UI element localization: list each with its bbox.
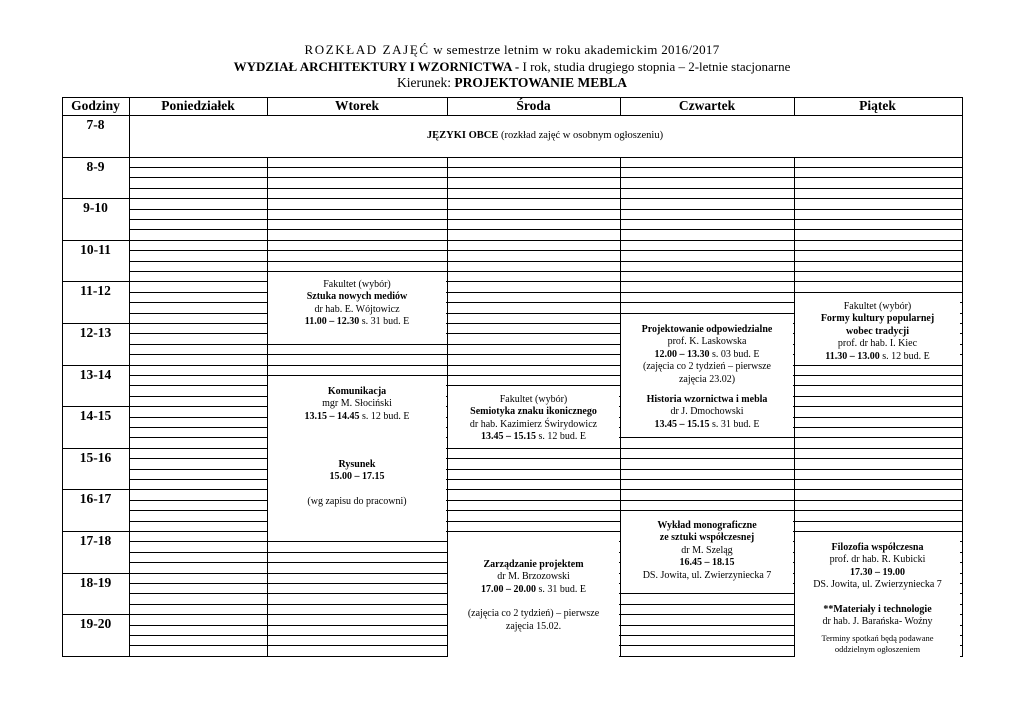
col-header-tuesday: Wtorek bbox=[335, 98, 379, 113]
event-wed-semiotyka: Fakultet (wybór) Semiotyka znaku ikonicznego dr hab. Kazimierz Świrydowicz 13.45 – 15.15 s. 12 bud. E bbox=[448, 394, 619, 448]
event-thu-historia: Historia wzornictwa i mebla dr J. Dmochowski 13.45 – 15.15 s. 31 bud. E bbox=[621, 394, 793, 436]
hour-divider bbox=[62, 240, 962, 241]
hour-label: 7-8 bbox=[86, 117, 105, 132]
hour-label: 17-18 bbox=[79, 533, 112, 548]
quarter-line bbox=[129, 458, 962, 459]
hour-label: 16-17 bbox=[79, 491, 112, 506]
quarter-line bbox=[129, 479, 962, 480]
schedule-title: ROZKŁAD ZAJĘĆ w semestrze letnim w roku akademickim 2016/2017 bbox=[304, 42, 720, 57]
col-header-wednesday: Środa bbox=[516, 98, 551, 113]
quarter-line bbox=[129, 521, 962, 522]
col-header-friday: Piątek bbox=[859, 98, 896, 113]
quarter-line bbox=[129, 510, 962, 511]
hour-label: 11-12 bbox=[80, 283, 111, 298]
hour-divider bbox=[62, 365, 962, 366]
col-header-monday: Poniedziałek bbox=[161, 98, 235, 113]
event-fri-formy: Fakultet (wybór) Formy kultury popularnej wobec tradycji prof. dr hab. I. Kiec 11.30 – 13.00 s. 12 bud. E bbox=[795, 299, 960, 365]
hour-divider bbox=[62, 489, 962, 490]
foreign-languages-banner: JĘZYKI OBCE (rozkład zajęć w osobnym ogłoszeniu) bbox=[130, 116, 960, 156]
hour-divider bbox=[62, 531, 962, 532]
hour-label: 15-16 bbox=[79, 450, 112, 465]
hour-divider bbox=[62, 448, 962, 449]
hour-label: 12-13 bbox=[79, 325, 112, 340]
col-header-thursday: Czwartek bbox=[678, 98, 736, 113]
hour-divider bbox=[62, 281, 962, 282]
quarter-line bbox=[129, 375, 962, 376]
event-thu-projektowanie: Projektowanie odpowiedzialne prof. K. Laskowska 12.00 – 13.30 s. 03 bud. E (zajęcia co 2 tydzień – pierwsze zajęcia 23.02) bbox=[621, 320, 793, 386]
col-header-hours: Godziny bbox=[71, 98, 120, 113]
event-tue-rysunek: Rysunek 15.00 – 17.15 (wg zapisu do pracowni) bbox=[268, 446, 446, 540]
table-border bbox=[962, 97, 963, 657]
hour-label: 18-19 bbox=[79, 575, 112, 590]
hour-label: 8-9 bbox=[86, 159, 105, 174]
quarter-line bbox=[129, 209, 962, 210]
hour-label: 19-20 bbox=[79, 616, 112, 631]
hour-divider bbox=[62, 157, 962, 158]
event-wed-zarzadzanie: Zarządzanie projektem dr M. Brzozowski 17.00 – 20.00 s. 31 bud. E (zajęcia co 2 tydzień) – pierwsze zajęcia 15.02. bbox=[448, 534, 619, 664]
quarter-line bbox=[129, 250, 962, 251]
quarter-line bbox=[129, 469, 962, 470]
quarter-line bbox=[129, 385, 962, 386]
quarter-line bbox=[129, 188, 962, 189]
event-fri-materialy: **Materiały i technologie dr hab. J. Barańska- Woźny Terminy spotkań będą podawane oddzielnym ogłoszeniem bbox=[795, 603, 960, 664]
event-tue-komunikacja: Komunikacja mgr M. Słociński 13.15 – 14.45 s. 12 bud. E bbox=[268, 376, 446, 444]
hour-label: 14-15 bbox=[79, 408, 112, 423]
quarter-line bbox=[129, 261, 962, 262]
hour-label: 13-14 bbox=[79, 367, 112, 382]
quarter-line bbox=[129, 229, 962, 230]
hour-label: 9-10 bbox=[83, 200, 108, 215]
event-tue-sztuka: Fakultet (wybór) Sztuka nowych mediów dr hab. E. Wójtowicz 11.00 – 12.30 s. 31 bud. E bbox=[268, 279, 446, 338]
hour-label: 10-11 bbox=[80, 242, 111, 257]
quarter-line bbox=[129, 167, 962, 168]
hour-divider bbox=[62, 198, 962, 199]
quarter-line bbox=[129, 500, 962, 501]
event-thu-wyklad: Wykład monograficzne ze sztuki współczesnej dr M. Szeląg 16.45 – 18.15 DS. Jowita, ul. Zwierzyniecka 7 bbox=[621, 519, 793, 585]
quarter-line bbox=[129, 271, 962, 272]
quarter-line bbox=[129, 219, 962, 220]
program-line: Kierunek: PROJEKTOWANIE MEBLA bbox=[396, 75, 627, 90]
quarter-line bbox=[129, 177, 962, 178]
quarter-line bbox=[129, 292, 962, 293]
faculty-line: WYDZIAŁ ARCHITEKTURY I WZORNICTWA - I rok, studia drugiego stopnia – 2-letnie stacjonarne bbox=[233, 59, 791, 74]
event-fri-filozofia: Filozofia współczesna prof. dr hab. R. Kubicki 17.30 – 19.00 DS. Jowita, ul. Zwierzyniecka 7 bbox=[795, 540, 960, 594]
